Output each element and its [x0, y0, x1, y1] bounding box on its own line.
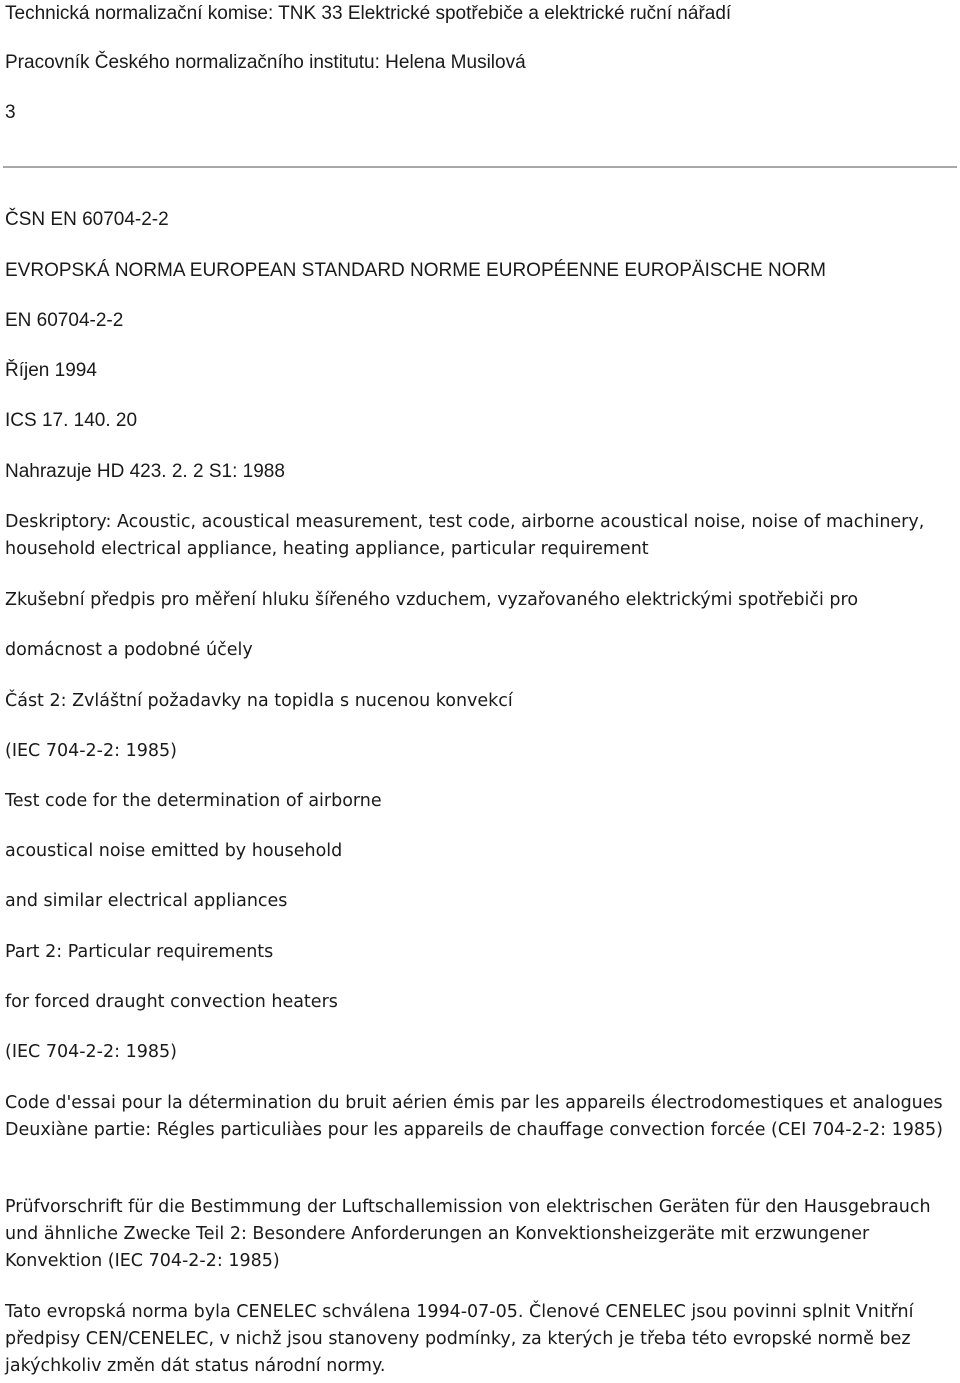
english-title-line-6: (IEC 704-2-2: 1985) [5, 1042, 177, 1062]
english-title-line-1: Test code for the determination of airborne [5, 791, 382, 811]
czech-title-line-3: Část 2: Zvláštní požadavky na topidla s nucenou konvekcí [5, 691, 513, 711]
page-number: 3 [5, 102, 16, 123]
issue-date: Říjen 1994 [5, 360, 97, 381]
ics-code: ICS 17. 140. 20 [5, 410, 138, 431]
french-title-paragraph: Code d'essai pour la détermination du bruit aérien émis par les appareils électrodomestiques et analogues Deuxiàne partie: Régles particuliàes pour les appareils de chauffage convection forcée (CEI 704-2-2: 1985) [5, 1093, 943, 1140]
czech-title-line-1: Zkušební předpis pro měření hluku šířeného vzduchem, vyzařovaného elektrickými spotřebiči pro [5, 590, 859, 610]
descriptors-paragraph: Deskriptory: Acoustic, acoustical measurement, test code, airborne acoustical noise, noise of machinery, household electrical appliance, heating appliance, particular requirement [5, 512, 925, 559]
norm-names: EVROPSKÁ NORMA EUROPEAN STANDARD NORME EUROPÉENNE EUROPÄISCHE NORM [5, 260, 826, 281]
committee-line: Technická normalizační komise: TNK 33 Elektrické spotřebiče a elektrické ruční nářadí [5, 3, 732, 24]
english-title-line-2: acoustical noise emitted by household [5, 841, 343, 861]
german-title-paragraph: Prüfvorschrift für die Bestimmung der Luftschallemission von elektrischen Geräten für den Hausgebrauch und ähnliche Zwecke Teil 2: Besondere Anforderungen an Konvektionsheizgeräte mit erzwungener Konvektion (IEC 704-2-2: 1985) [5, 1197, 931, 1271]
header-divider [3, 166, 957, 168]
czech-title-line-2: domácnost a podobné účely [5, 640, 253, 660]
english-title-line-5: for forced draught convection heaters [5, 992, 338, 1012]
staff-line: Pracovník Českého normalizačního institutu: Helena Musilová [5, 52, 526, 73]
czech-title-line-4: (IEC 704-2-2: 1985) [5, 741, 177, 761]
en-code: EN 60704-2-2 [5, 310, 124, 331]
csn-code: ČSN EN 60704-2-2 [5, 209, 169, 230]
english-title-line-4: Part 2: Particular requirements [5, 942, 274, 962]
approval-paragraph: Tato evropská norma byla CENELEC schválena 1994-07-05. Členové CENELEC jsou povinni splnit Vnitřní předpisy CEN/CENELEC, v nichž jsou stanoveny podmínky, za kterých je třeba této evropské normě bez jakýchkoliv změn dát status národní normy. [5, 1302, 914, 1376]
english-title-line-3: and similar electrical appliances [5, 891, 288, 911]
replaces-line: Nahrazuje HD 423. 2. 2 S1: 1988 [5, 461, 285, 482]
